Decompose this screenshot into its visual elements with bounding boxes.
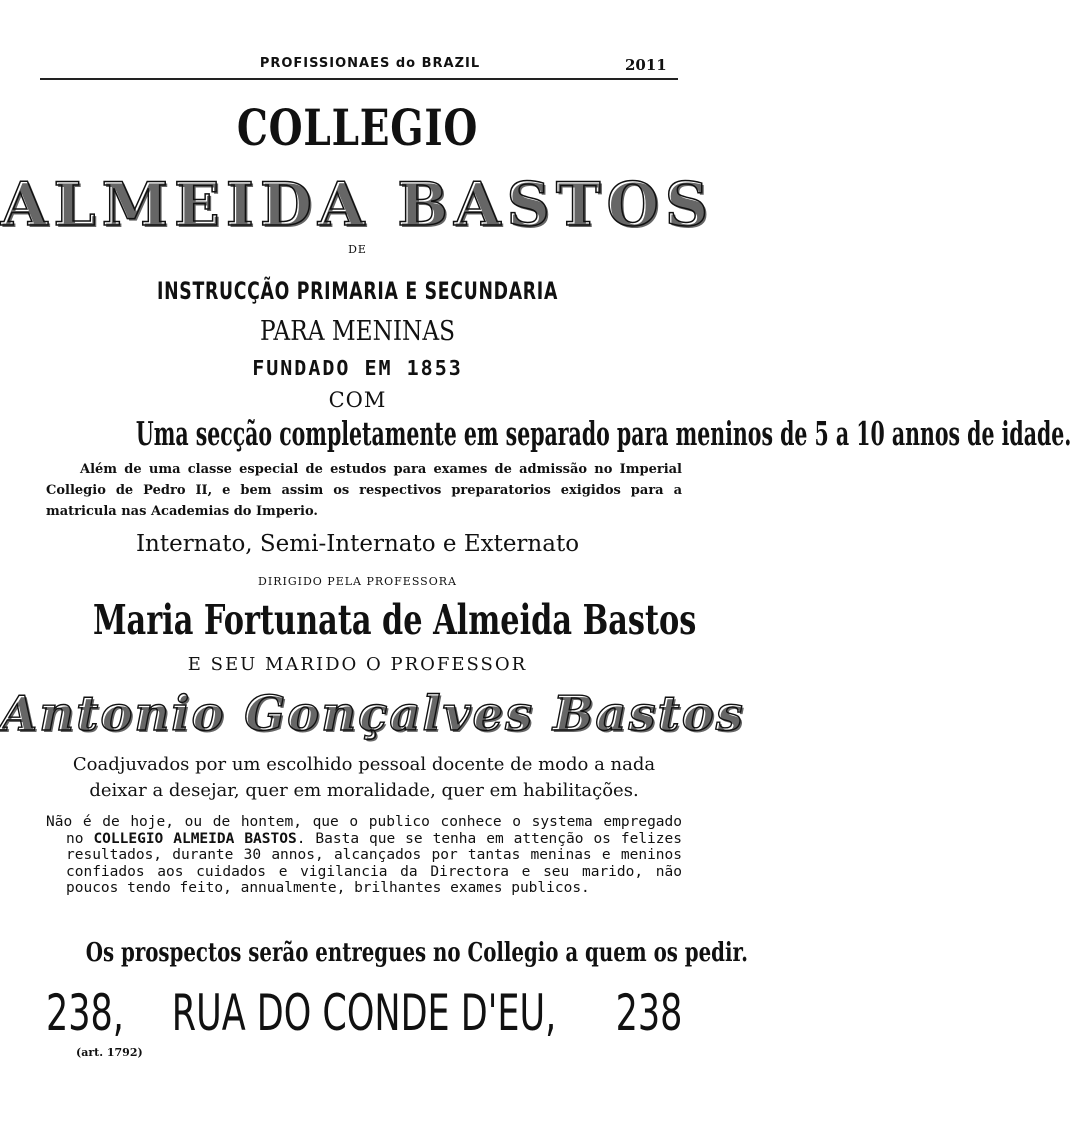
address-street: RUA DO CONDE D'EU, bbox=[171, 984, 557, 1042]
staff-paragraph: Coadjuvados por um escolhido pessoal docente de modo a nada deixar a desejar, quer em moralidade, quer em habilitações. bbox=[72, 754, 656, 801]
heading-for-girls: PARA MENINAS bbox=[259, 316, 456, 347]
results-text-after: . Basta que se tenha em attenção os felizes resultados, durante 30 annos, alcançados por tantas meninas e meninos confiados aos cuidados e vigilancia da Directora e seu marido, não poucos tendo feito, annualmente, brilhantes exames publicos. bbox=[66, 830, 682, 896]
address-line bbox=[46, 984, 682, 1044]
results-school-name: COLLEGIO ALMEIDA BASTOS bbox=[93, 830, 297, 847]
husband-name: Antonio Gonçalves Bastos bbox=[0, 686, 745, 742]
directed-by-label: DIRIGIDO PELA PROFESSORA bbox=[258, 575, 457, 588]
page-number: 2011 bbox=[625, 56, 667, 74]
boys-section-line: Uma secção completamente em separado para meninos de 5 a 10 annos de idade. bbox=[135, 414, 1071, 453]
admission-paragraph-text: Além de uma classe especial de estudos para exames de admissão no Imperial Collegio de Pedro II, e bem assim os respectivos preparatorios exigidos para a matricula nas Academias do Imperio. bbox=[46, 462, 682, 519]
heading-almeida-bastos: ALMEIDA BASTOS bbox=[0, 170, 715, 240]
running-header-title: PROFISSIONAES do BRAZIL bbox=[259, 56, 481, 71]
results-text-before: Não é de hoje, ou de hontem, que o publico conhece o systema empregado no bbox=[46, 814, 682, 847]
address-number-right: 238 bbox=[615, 984, 682, 1042]
admission-paragraph bbox=[46, 459, 682, 522]
heading-com: COM bbox=[328, 388, 387, 412]
heading-collegio: COLLEGIO bbox=[236, 98, 479, 157]
heading-de: DE bbox=[348, 243, 367, 256]
header-rule bbox=[40, 78, 678, 80]
heading-founded: FUNDADO EM 1853 bbox=[252, 356, 463, 380]
results-paragraph-body bbox=[46, 814, 682, 897]
address-number-left: 238, bbox=[46, 984, 124, 1042]
results-paragraph bbox=[46, 814, 682, 897]
director-name: Maria Fortunata de Almeida Bastos bbox=[92, 596, 697, 644]
article-reference: (art. 1792) bbox=[76, 1046, 143, 1059]
boarding-line: Internato, Semi-Internato e Externato bbox=[135, 531, 580, 557]
heading-instruction: INSTRUCÇÃO PRIMARIA E SECUNDARIA bbox=[156, 277, 559, 305]
prospectus-line: Os prospectos serão entregues no Collegio a quem os pedir. bbox=[85, 938, 748, 968]
husband-label: E SEU MARIDO O PROFESSOR bbox=[187, 654, 528, 675]
